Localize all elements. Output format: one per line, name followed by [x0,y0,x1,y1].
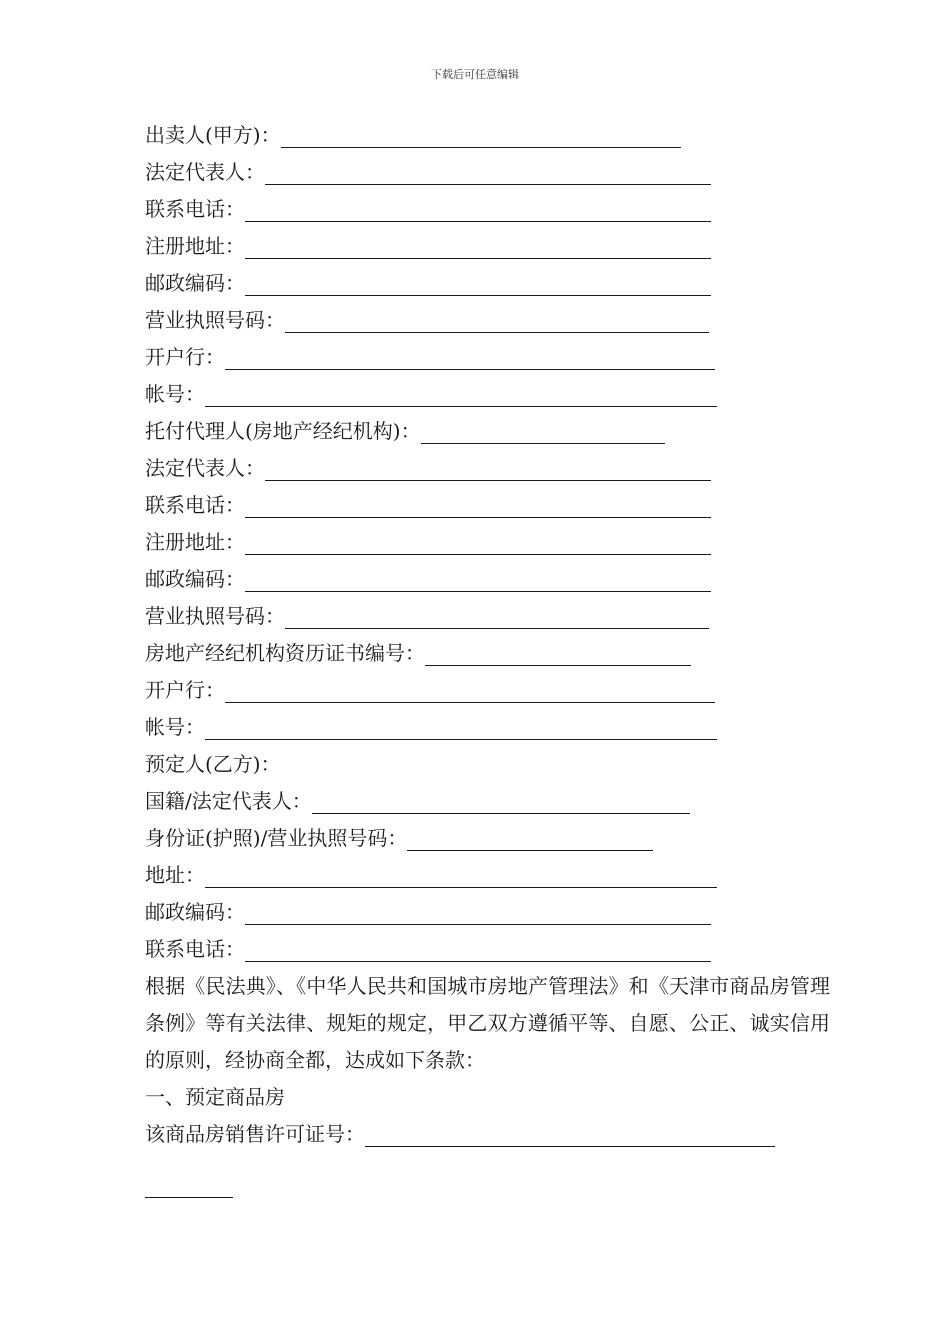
buyer-postcode-field[interactable] [245,894,711,925]
agent-address-field[interactable] [245,524,711,555]
address-field[interactable] [245,228,711,259]
legal-rep-line [145,154,835,191]
contract-body [145,117,835,1198]
id-line [145,820,835,857]
bank-line [145,339,835,376]
phone-field[interactable] [245,191,711,222]
agent-cert-line [145,635,835,672]
agent-legal-rep-label: 法定代表人： [145,456,265,480]
section-title [145,1079,835,1116]
agent-license-no-field[interactable] [285,598,709,629]
seller-label: 出卖人(甲方)： [145,123,281,147]
agent-license-no-line [145,598,835,635]
agent-cert-field[interactable] [425,635,691,666]
agent-field[interactable] [421,413,665,444]
postcode-label: 邮政编码： [145,271,245,295]
legal-rep-field[interactable] [265,154,711,185]
sales-license-label: 该商品房销售许可证号： [145,1122,365,1146]
buyer-phone-line [145,931,835,968]
nationality-line [145,783,835,820]
sales-license-field-continued[interactable] [145,1167,233,1198]
page-header: 下载后可任意编辑 [431,68,519,81]
agent-account-field[interactable] [205,709,717,740]
buyer-line [145,746,835,783]
buyer-address-field[interactable] [205,857,717,888]
postcode-field[interactable] [245,265,711,296]
agent-label: 托付代理人(房地产经纪机构)： [145,419,421,443]
agent-legal-rep-field[interactable] [265,450,711,481]
id-field[interactable] [407,820,653,851]
buyer-address-label: 地址： [145,863,205,887]
buyer-label: 预定人(乙方)： [145,752,281,776]
agent-license-no-label: 营业执照号码： [145,604,285,628]
agent-postcode-line [145,561,835,598]
account-field[interactable] [205,376,717,407]
agent-account-label: 帐号： [145,715,205,739]
phone-label: 联系电话： [145,197,245,221]
agent-legal-rep-line [145,450,835,487]
nationality-field[interactable] [312,783,690,814]
agent-bank-field[interactable] [225,672,715,703]
preamble-paragraph: 根据《民法典》、《中华人民共和国城市房地产管理法》和《天津市商品房管理条例》等有关法律、规矩的规定，甲乙双方遵循平等、自愿、公正、诚实信用的原则，经协商全都，达成如下条款： [145,974,830,1072]
bank-field[interactable] [225,339,715,370]
buyer-phone-field[interactable] [245,931,711,962]
agent-bank-line [145,672,835,709]
id-label: 身份证(护照)/营业执照号码： [145,826,408,850]
address-label: 注册地址： [145,234,245,258]
agent-postcode-field[interactable] [245,561,711,592]
phone-line [145,191,835,228]
agent-cert-label: 房地产经纪机构资历证书编号： [145,641,425,665]
agent-address-line [145,524,835,561]
seller-line [145,117,835,154]
section-title-text: 一、预定商品房 [145,1085,285,1109]
agent-phone-field[interactable] [245,487,711,518]
agent-address-label: 注册地址： [145,530,245,554]
legal-rep-label: 法定代表人： [145,160,265,184]
buyer-address-line [145,857,835,894]
sales-license-field[interactable] [365,1116,775,1147]
nationality-label: 国籍/法定代表人： [145,789,312,813]
address-line [145,228,835,265]
agent-postcode-label: 邮政编码： [145,567,245,591]
account-label: 帐号： [145,382,205,406]
agent-bank-label: 开户行： [145,678,225,702]
buyer-postcode-line [145,894,835,931]
buyer-phone-label: 联系电话： [145,937,245,961]
sales-license-line [145,1116,835,1153]
agent-account-line [145,709,835,746]
agent-phone-line [145,487,835,524]
agent-phone-label: 联系电话： [145,493,245,517]
account-line [145,376,835,413]
license-no-label: 营业执照号码： [145,308,285,332]
seller-field[interactable] [281,117,681,148]
buyer-postcode-label: 邮政编码： [145,900,245,924]
license-no-field[interactable] [285,302,709,333]
postcode-line [145,265,835,302]
license-no-line [145,302,835,339]
agent-line [145,413,835,450]
bank-label: 开户行： [145,345,225,369]
